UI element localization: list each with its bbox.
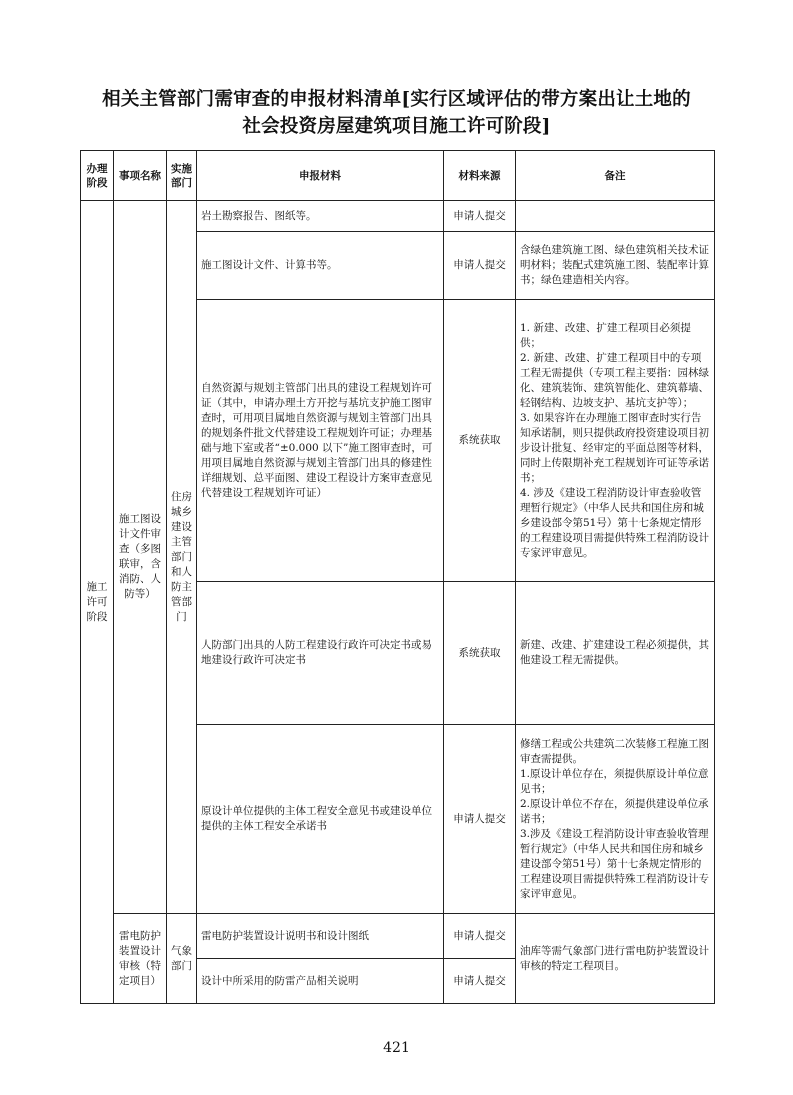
header-row bbox=[81, 151, 715, 201]
item-name-lightning-protection-review: 雷电防护 装置设计 审核（特 定项目） bbox=[114, 914, 167, 1004]
header-source: 材料来源 bbox=[444, 151, 516, 201]
page-number: 421 bbox=[383, 1040, 410, 1056]
dept-meteorology: 气象 部门 bbox=[167, 914, 197, 1004]
remark-cell bbox=[516, 201, 715, 232]
material-cell: 自然资源与规划主管部门出具的建设工程规划许可证（其中，申请办理土方开挖与基坑支护施工图审查时，可用项目属地自然资源与规划主管部门出具的规划条件批文代替建设工程规划许可证；办理基础与地下室或者“±0.000 以下”施工图审查时，可用项目属地自然资源与规划主管部门出具的修建性详细规划、总平面图、建设工程设计方案审查意见代替建设工程规划许可证） bbox=[197, 300, 444, 582]
document-title bbox=[60, 86, 733, 140]
title-line-1: 相关主管部门需审查的申报材料清单[实行区域评估的带方案出让土地的 bbox=[102, 89, 691, 110]
remark-cell: 油库等需气象部门进行雷电防护装置设计审核的特定工程项目。 bbox=[516, 914, 715, 1004]
header-remark: 备注 bbox=[516, 151, 715, 201]
table-row bbox=[81, 201, 715, 232]
stage-cell: 施工 许可 阶段 bbox=[81, 201, 114, 1004]
material-cell: 雷电防护装置设计说明书和设计图纸 bbox=[197, 914, 444, 959]
source-cell: 申请人提交 bbox=[444, 201, 516, 232]
source-cell: 申请人提交 bbox=[444, 914, 516, 959]
material-cell: 施工图设计文件、计算书等。 bbox=[197, 232, 444, 300]
remark-cell: 1. 新建、改建、扩建工程项目必须提供； 2. 新建、改建、扩建工程项目中的专项工程无需提供（专项工程主要指：园林绿化、建筑装饰、建筑智能化、建筑幕墙、轻钢结构、边坡支护、基坑支护等）； 3. 如果容许在办理施工图审查时实行告知承诺制，则只提供政府投资建设项目初步设计批复、经审定的平面总图等材料，同时上传限期补充工程规划许可证等承诺书； 4. 涉及《建设工程消防设计审查验收管理暂行规定》（中华人民共和国住房和城乡建设部令第51号）第十七条规定情形的工程建设项目需提供特殊工程消防设计专家评审意见。 bbox=[516, 300, 715, 582]
material-cell: 人防部门出具的人防工程建设行政许可决定书或易地建设行政许可决定书 bbox=[197, 582, 444, 725]
remark-cell: 新建、改建、扩建建设工程必须提供，其他建设工程无需提供。 bbox=[516, 582, 715, 725]
material-cell: 设计中所采用的防雷产品相关说明 bbox=[197, 959, 444, 1004]
source-cell: 申请人提交 bbox=[444, 232, 516, 300]
dept-housing-civil-defense: 住房 城乡 建设 主管 部门 和人 防主 管部 门 bbox=[167, 201, 197, 914]
source-cell: 系统获取 bbox=[444, 582, 516, 725]
source-cell: 申请人提交 bbox=[444, 725, 516, 914]
material-cell: 原设计单位提供的主体工程安全意见书或建设单位提供的主体工程安全承诺书 bbox=[197, 725, 444, 914]
source-cell: 系统获取 bbox=[444, 300, 516, 582]
item-name-construction-drawing-review: 施工图设 计文件审 查（多图 联审，含 消防、人 防等） bbox=[114, 201, 167, 914]
header-dept: 实施 部门 bbox=[167, 151, 197, 201]
header-stage: 办理 阶段 bbox=[81, 151, 114, 201]
remark-cell: 含绿色建筑施工图、绿色建筑相关技术证明材料；装配式建筑施工图、装配率计算书；绿色建造相关内容。 bbox=[516, 232, 715, 300]
header-item: 事项名称 bbox=[114, 151, 167, 201]
materials-table bbox=[80, 150, 715, 1004]
table-row bbox=[81, 914, 715, 959]
remark-cell: 修缮工程或公共建筑二次装修工程施工图审查需提供。 1.原设计单位存在，须提供原设计单位意见书； 2.原设计单位不存在，须提供建设单位承诺书； 3.涉及《建设工程消防设计审查验收管理暂行规定》（中华人民共和国住房和城乡建设部令第51号）第十七条规定情形的工程建设项目需提供特殊工程消防设计专家评审意见。 bbox=[516, 725, 715, 914]
material-cell: 岩土勘察报告、图纸等。 bbox=[197, 201, 444, 232]
header-material: 申报材料 bbox=[197, 151, 444, 201]
title-line-2: 社会投资房屋建筑项目施工许可阶段] bbox=[242, 116, 551, 137]
source-cell: 申请人提交 bbox=[444, 959, 516, 1004]
